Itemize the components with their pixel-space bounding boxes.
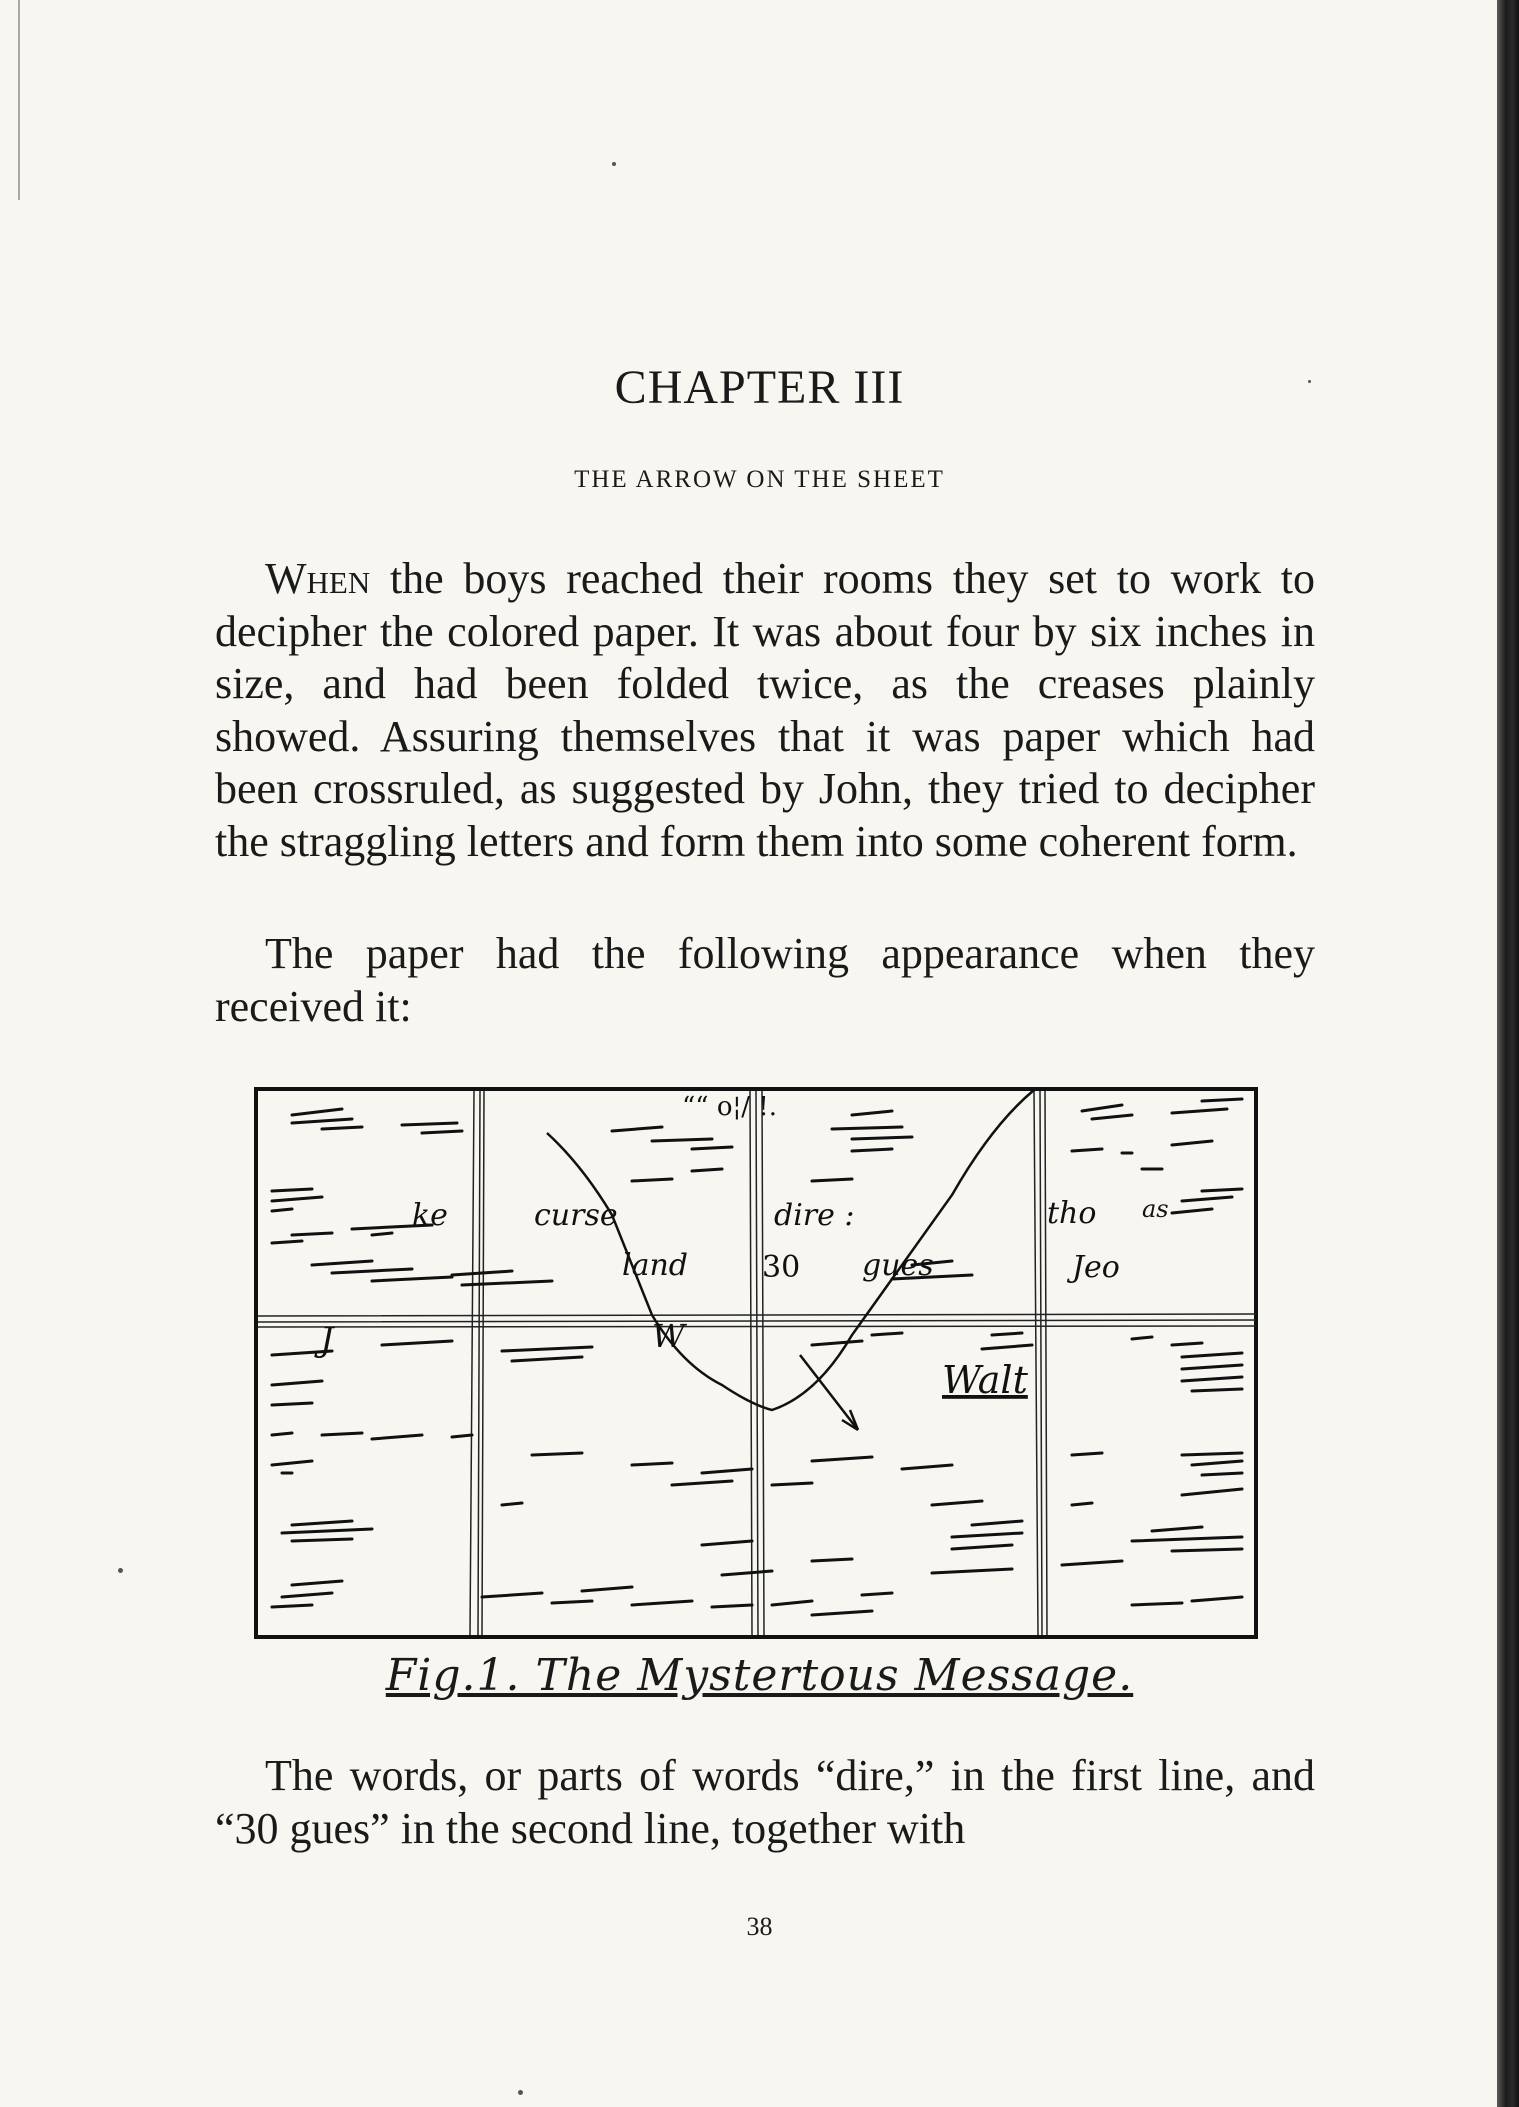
chapter-title: CHAPTER III	[614, 361, 905, 414]
scrawl-as: as	[1142, 1195, 1169, 1223]
scrawl-dire: dire :	[774, 1198, 855, 1233]
figure-mysterious-message	[252, 1085, 1262, 1645]
scan-speck	[1308, 380, 1311, 383]
paragraph-lead-word: When	[265, 554, 371, 603]
paragraph-2-text: The paper had the following appearance when they received it:	[215, 929, 1315, 1031]
chapter-subtitle: THE ARROW ON THE SHEET	[574, 466, 945, 493]
scrawl-gues: gues	[862, 1248, 934, 1283]
scan-speck	[118, 1568, 123, 1573]
paragraph-2	[215, 928, 1315, 1033]
scrawl-j: J	[320, 1320, 334, 1360]
scrawl-land: land	[622, 1248, 689, 1283]
scrawl-jeo: Jeo	[1072, 1250, 1120, 1285]
scrawl-top: ““ o¦/ !.	[682, 1092, 777, 1122]
scan-margin-line	[18, 0, 20, 200]
scrawl-w: W	[652, 1317, 685, 1355]
scan-binding-edge	[1497, 0, 1519, 2107]
scrawl-ke: ke	[412, 1198, 448, 1233]
scrawl-tho: tho	[1047, 1196, 1097, 1231]
scrawl-curse: curse	[534, 1198, 618, 1233]
figure-caption: Fig.1. The Mystertous Message.	[385, 1650, 1134, 1701]
scan-speck	[612, 162, 616, 166]
paragraph-1	[215, 553, 1315, 868]
scrawl-walt: Walt	[942, 1358, 1028, 1402]
paragraph-3-text: The words, or parts of words “dire,” in the first line, and “30 gues” in the second line, together with	[215, 1751, 1315, 1853]
page-number: 38	[746, 1912, 773, 1941]
paragraph-3	[215, 1750, 1315, 1855]
scrawl-30: 30	[762, 1250, 801, 1285]
paragraph-1-text: the boys reached their rooms they set to work to decipher the colored paper. It was about four by six inches in size, and had been folded twice, as the creases plainly showed. Assuring themselves that it was paper which had been crossruled, as suggested by John, they tried to decipher the straggling letters and form them into some coherent form.	[215, 554, 1315, 866]
scan-speck	[518, 2090, 523, 2095]
